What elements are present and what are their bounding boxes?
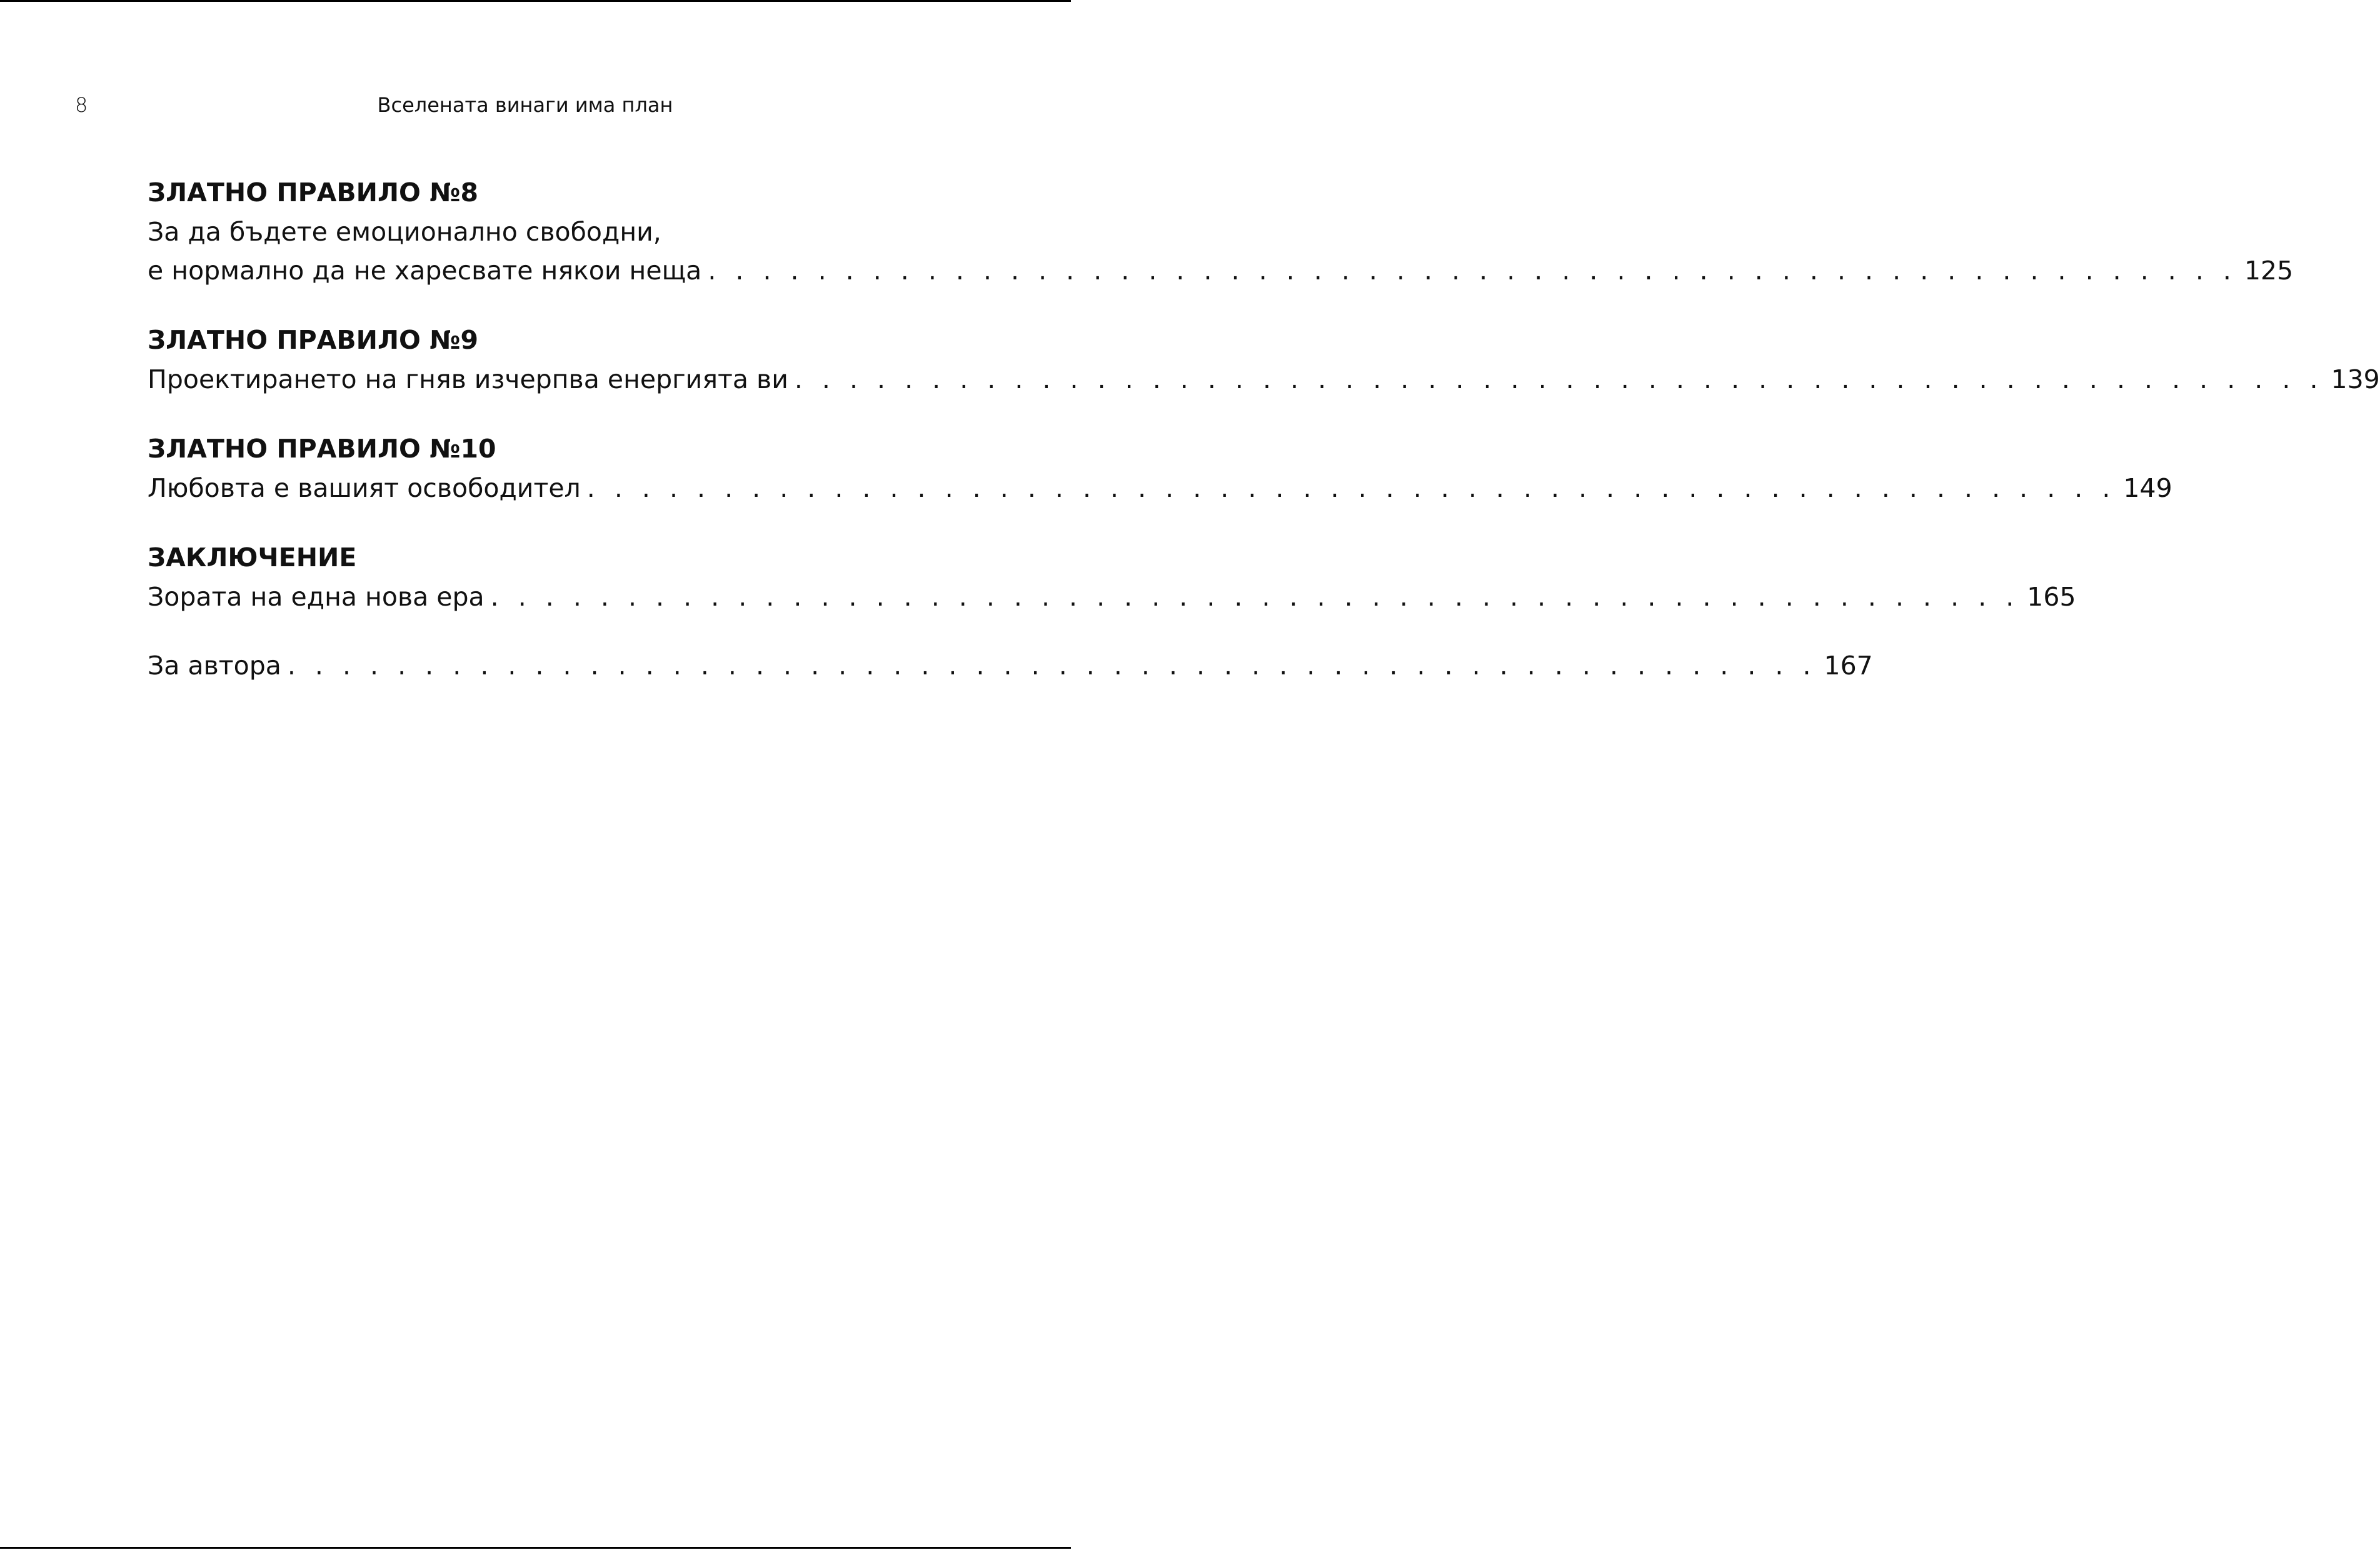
dot-leader: . . . . . . . . . . . . . . . . . . . . . . . . . . . . . . . . . . . . . . . . . . . . . . . . . . . . . . . .: [586, 473, 2116, 503]
toc-entry[interactable]: [148, 469, 2172, 508]
toc-heading: ЗЛАТНО ПРАВИЛО №9: [148, 325, 479, 355]
bottom-border: [0, 1547, 1071, 1549]
toc-entry[interactable]: [148, 251, 2294, 290]
top-border: [0, 0, 1071, 2]
toc-entry-text: е нормално да не харесвате някои неща: [148, 256, 702, 286]
toc-section-rule-8: [148, 172, 2294, 290]
toc-entry[interactable]: [148, 360, 2380, 399]
toc-entry[interactable]: [148, 578, 2076, 616]
toc-page-number: 149: [2123, 473, 2172, 503]
dot-leader: . . . . . . . . . . . . . . . . . . . . . . . . . . . . . . . . . . . . . . . . . . . . . . . . . . . . . . . .: [490, 582, 2020, 612]
toc-page-number: 139: [2331, 364, 2380, 394]
running-title: Вселената винаги има план: [377, 93, 673, 117]
dot-leader: . . . . . . . . . . . . . . . . . . . . . . . . . . . . . . . . . . . . . . . . . . . . . . . . . . . . . . . .: [287, 651, 1817, 681]
dot-leader: . . . . . . . . . . . . . . . . . . . . . . . . . . . . . . . . . . . . . . . . . . . . . . . . . . . . . . . .: [794, 364, 2324, 394]
toc-entry-text: За да бъдете емоционално свободни,: [148, 217, 661, 247]
toc-entry[interactable]: [148, 646, 1873, 685]
toc-section-rule-9: [148, 320, 2380, 399]
toc-entry-text: Проектирането на гняв изчерпва енергията ви: [148, 364, 788, 394]
toc-heading: ЗЛАТНО ПРАВИЛО №10: [148, 434, 496, 464]
toc-entry-text: Зората на една нова ера: [148, 582, 485, 612]
toc-section-rule-10: [148, 429, 2172, 508]
toc-heading: ЗЛАТНО ПРАВИЛО №8: [148, 178, 479, 208]
toc-page-number: 165: [2027, 582, 2076, 612]
toc-page-number: 125: [2244, 256, 2294, 286]
page-number: 8: [75, 93, 88, 117]
toc-entry-text: Любовта е вашият освободител: [148, 473, 581, 503]
toc-section-author: [148, 646, 1873, 685]
table-of-contents: [148, 172, 2380, 685]
toc-heading: ЗАКЛЮЧЕНИЕ: [148, 542, 357, 572]
toc-entry-text: За автора: [148, 651, 281, 681]
toc-page-number: 167: [1824, 651, 1873, 681]
toc-section-conclusion: [148, 538, 2076, 616]
dot-leader: . . . . . . . . . . . . . . . . . . . . . . . . . . . . . . . . . . . . . . . . . . . . . . . . . . . . . . . .: [708, 256, 2237, 286]
